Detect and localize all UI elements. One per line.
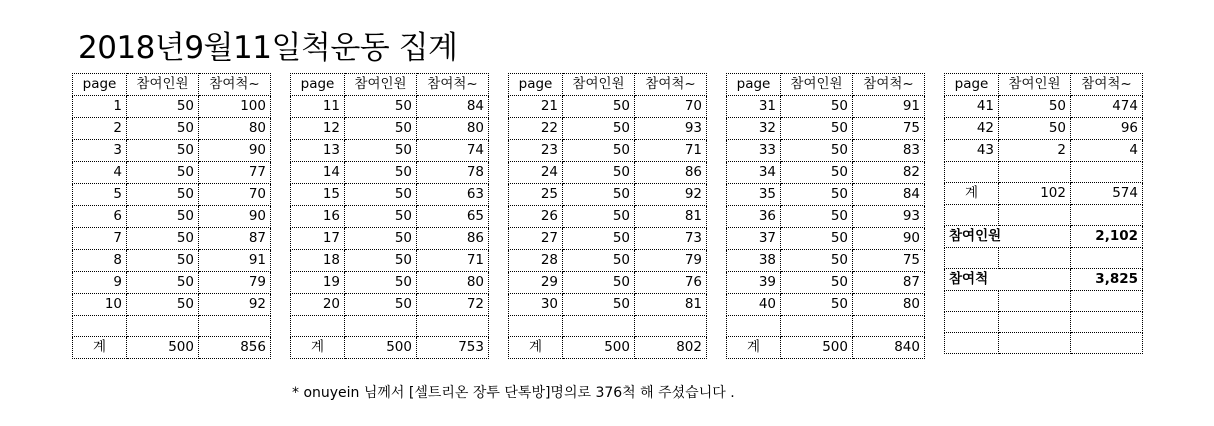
table-row [727, 272, 925, 294]
members-cell[interactable]: 50 [781, 272, 853, 294]
page-cell[interactable]: 37 [727, 228, 781, 250]
members-cell[interactable]: 50 [345, 118, 417, 140]
count-cell[interactable]: 90 [199, 140, 271, 162]
table-row [509, 206, 707, 228]
header-members: 참여인원 [345, 74, 417, 96]
count-cell[interactable]: 80 [417, 272, 489, 294]
empty-cell[interactable] [1071, 205, 1143, 226]
header-row [727, 74, 925, 96]
empty-cell[interactable] [999, 333, 1071, 354]
table-row [509, 294, 707, 316]
empty-cell[interactable] [345, 316, 417, 337]
empty-cell[interactable] [945, 291, 999, 312]
table-row [73, 184, 271, 206]
members-cell[interactable]: 50 [345, 272, 417, 294]
header-members: 참여인원 [781, 74, 853, 96]
page-cell[interactable]: 26 [509, 206, 563, 228]
page-cell[interactable]: 20 [291, 294, 345, 316]
members-cell[interactable]: 50 [127, 294, 199, 316]
members-cell[interactable]: 50 [127, 96, 199, 118]
table-row [509, 162, 707, 184]
grand-total-count-label[interactable]: 참여척 [945, 269, 1071, 291]
page-cell[interactable]: 2 [73, 118, 127, 140]
table-row [727, 228, 925, 250]
count-cell[interactable]: 78 [417, 162, 489, 184]
page-cell[interactable]: 1 [73, 96, 127, 118]
total-row [73, 337, 271, 359]
table-row [291, 250, 489, 272]
page-block-4 [726, 73, 925, 359]
members-cell[interactable]: 50 [345, 184, 417, 206]
members-cell[interactable]: 50 [345, 96, 417, 118]
count-cell[interactable]: 91 [853, 96, 925, 118]
empty-cell[interactable] [945, 248, 999, 269]
empty-row [945, 162, 1143, 183]
empty-cell[interactable] [199, 316, 271, 337]
table-row [727, 140, 925, 162]
page-cell[interactable]: 33 [727, 140, 781, 162]
count-cell[interactable]: 76 [635, 272, 707, 294]
total-count[interactable]: 856 [199, 337, 271, 359]
table-row [73, 250, 271, 272]
header-row [291, 74, 489, 96]
total-row [727, 337, 925, 359]
members-cell[interactable]: 50 [563, 272, 635, 294]
header-row [945, 74, 1143, 96]
page-cell[interactable]: 7 [73, 228, 127, 250]
table-row [945, 140, 1143, 162]
table-row [73, 162, 271, 184]
table-row [73, 228, 271, 250]
table-row [727, 206, 925, 228]
empty-cell[interactable] [1071, 333, 1143, 354]
empty-cell[interactable] [1071, 162, 1143, 183]
summary-block [944, 73, 1143, 354]
total-label[interactable]: 계 [73, 337, 127, 359]
empty-row [509, 316, 707, 337]
page-cell[interactable]: 4 [73, 162, 127, 184]
count-cell[interactable]: 77 [199, 162, 271, 184]
total-members[interactable]: 102 [999, 183, 1071, 205]
table-row [73, 272, 271, 294]
empty-cell[interactable] [999, 291, 1071, 312]
count-cell[interactable]: 72 [417, 294, 489, 316]
page-cell[interactable]: 28 [509, 250, 563, 272]
members-cell[interactable]: 50 [999, 118, 1071, 140]
count-cell[interactable]: 65 [417, 206, 489, 228]
page-cell[interactable]: 38 [727, 250, 781, 272]
count-cell[interactable]: 474 [1071, 96, 1143, 118]
members-cell[interactable]: 50 [345, 228, 417, 250]
members-cell[interactable]: 50 [563, 206, 635, 228]
count-cell[interactable]: 83 [853, 140, 925, 162]
table-row [291, 96, 489, 118]
table-row [73, 294, 271, 316]
count-cell[interactable]: 91 [199, 250, 271, 272]
count-cell[interactable]: 96 [1071, 118, 1143, 140]
table-row [727, 96, 925, 118]
count-cell[interactable]: 80 [199, 118, 271, 140]
page-cell[interactable]: 24 [509, 162, 563, 184]
page-cell[interactable]: 8 [73, 250, 127, 272]
footnote: * onuyein 님께서 [셀트리온 장투 단톡방]명의로 376척 해 주셨습니다 . [292, 385, 735, 401]
members-cell[interactable]: 50 [345, 140, 417, 162]
total-label[interactable]: 계 [727, 337, 781, 359]
header-page: page [509, 74, 563, 96]
table-row [509, 140, 707, 162]
table-row [727, 250, 925, 272]
grand-total-members-row [945, 226, 1143, 248]
count-cell[interactable]: 80 [853, 294, 925, 316]
header-count: 참여척~ [199, 74, 271, 96]
table-row [727, 118, 925, 140]
table-row [291, 140, 489, 162]
table-row [291, 294, 489, 316]
page-cell[interactable]: 29 [509, 272, 563, 294]
empty-cell[interactable] [509, 316, 563, 337]
page-cell[interactable]: 36 [727, 206, 781, 228]
count-cell[interactable]: 93 [853, 206, 925, 228]
empty-cell[interactable] [73, 316, 127, 337]
header-page: page [727, 74, 781, 96]
grand-total-members-label[interactable]: 참여인원 [945, 226, 1071, 248]
header-page: page [291, 74, 345, 96]
page-cell[interactable]: 3 [73, 140, 127, 162]
table-row [727, 184, 925, 206]
page-cell[interactable]: 32 [727, 118, 781, 140]
header-members: 참여인원 [127, 74, 199, 96]
members-cell[interactable]: 50 [345, 294, 417, 316]
count-cell[interactable]: 90 [853, 228, 925, 250]
empty-cell[interactable] [945, 162, 999, 183]
empty-cell[interactable] [999, 248, 1071, 269]
empty-cell[interactable] [727, 316, 781, 337]
empty-cell[interactable] [635, 316, 707, 337]
members-cell[interactable]: 50 [563, 184, 635, 206]
count-cell[interactable]: 87 [199, 228, 271, 250]
empty-row [945, 205, 1143, 226]
members-cell[interactable]: 50 [563, 228, 635, 250]
header-count: 참여척~ [417, 74, 489, 96]
table-row [509, 96, 707, 118]
total-count[interactable]: 802 [635, 337, 707, 359]
total-label[interactable]: 계 [509, 337, 563, 359]
members-cell[interactable]: 50 [563, 96, 635, 118]
members-cell[interactable]: 50 [127, 118, 199, 140]
total-members[interactable]: 500 [345, 337, 417, 359]
empty-cell[interactable] [945, 333, 999, 354]
count-cell[interactable]: 87 [853, 272, 925, 294]
count-cell[interactable]: 74 [417, 140, 489, 162]
page-title: 2018년9월11일척운동 집계 [78, 30, 458, 66]
table-row [509, 272, 707, 294]
page-cell[interactable]: 21 [509, 96, 563, 118]
members-cell[interactable]: 50 [345, 162, 417, 184]
count-cell[interactable]: 86 [417, 228, 489, 250]
empty-row [945, 291, 1143, 312]
page-cell[interactable]: 12 [291, 118, 345, 140]
page-cell[interactable]: 30 [509, 294, 563, 316]
table-row [291, 162, 489, 184]
count-cell[interactable]: 80 [417, 118, 489, 140]
table-row [509, 184, 707, 206]
table-row [291, 228, 489, 250]
total-members[interactable]: 500 [563, 337, 635, 359]
page-cell[interactable]: 25 [509, 184, 563, 206]
members-cell[interactable]: 50 [781, 250, 853, 272]
header-members: 참여인원 [999, 74, 1071, 96]
header-row [73, 74, 271, 96]
members-cell[interactable]: 50 [781, 96, 853, 118]
page-block-2 [290, 73, 489, 359]
table-row [291, 206, 489, 228]
table-row [509, 250, 707, 272]
count-cell[interactable]: 84 [417, 96, 489, 118]
header-count: 참여척~ [853, 74, 925, 96]
count-cell[interactable]: 86 [635, 162, 707, 184]
empty-cell[interactable] [291, 316, 345, 337]
count-cell[interactable]: 73 [635, 228, 707, 250]
total-label[interactable]: 계 [945, 183, 999, 205]
members-cell[interactable]: 2 [999, 140, 1071, 162]
total-members[interactable]: 500 [127, 337, 199, 359]
empty-row [945, 333, 1143, 354]
empty-cell[interactable] [781, 316, 853, 337]
count-cell[interactable]: 71 [635, 140, 707, 162]
count-cell[interactable]: 81 [635, 206, 707, 228]
table-row [291, 118, 489, 140]
table-row [291, 272, 489, 294]
count-cell[interactable]: 75 [853, 250, 925, 272]
members-cell[interactable]: 50 [127, 250, 199, 272]
count-cell[interactable]: 63 [417, 184, 489, 206]
table-row [509, 228, 707, 250]
empty-cell[interactable] [999, 312, 1071, 333]
page-cell[interactable]: 13 [291, 140, 345, 162]
count-cell[interactable]: 79 [199, 272, 271, 294]
page-cell[interactable]: 35 [727, 184, 781, 206]
count-cell[interactable]: 84 [853, 184, 925, 206]
members-cell[interactable]: 50 [345, 206, 417, 228]
members-cell[interactable]: 50 [127, 228, 199, 250]
count-cell[interactable]: 92 [199, 294, 271, 316]
total-row [945, 183, 1143, 205]
members-cell[interactable]: 50 [781, 140, 853, 162]
page-cell[interactable]: 16 [291, 206, 345, 228]
members-cell[interactable]: 50 [127, 184, 199, 206]
table-row [945, 118, 1143, 140]
members-cell[interactable]: 50 [781, 294, 853, 316]
empty-row [945, 248, 1143, 269]
empty-cell[interactable] [999, 205, 1071, 226]
count-cell[interactable]: 70 [635, 96, 707, 118]
grand-total-count-row [945, 269, 1143, 291]
total-label[interactable]: 계 [291, 337, 345, 359]
count-cell[interactable]: 70 [199, 184, 271, 206]
grand-total-count-value[interactable]: 3,825 [1071, 269, 1143, 291]
count-cell[interactable]: 82 [853, 162, 925, 184]
empty-cell[interactable] [999, 162, 1071, 183]
empty-cell[interactable] [945, 312, 999, 333]
empty-cell[interactable] [1071, 312, 1143, 333]
count-cell[interactable]: 75 [853, 118, 925, 140]
total-count[interactable]: 840 [853, 337, 925, 359]
page-cell[interactable]: 43 [945, 140, 999, 162]
count-cell[interactable]: 92 [635, 184, 707, 206]
count-cell[interactable]: 100 [199, 96, 271, 118]
page-cell[interactable]: 14 [291, 162, 345, 184]
count-cell[interactable]: 81 [635, 294, 707, 316]
page-cell[interactable]: 41 [945, 96, 999, 118]
page-cell[interactable]: 23 [509, 140, 563, 162]
header-count: 참여척~ [635, 74, 707, 96]
members-cell[interactable]: 50 [781, 118, 853, 140]
table-row [73, 96, 271, 118]
members-cell[interactable]: 50 [781, 228, 853, 250]
page-cell[interactable]: 40 [727, 294, 781, 316]
table-row [727, 294, 925, 316]
empty-row [945, 312, 1143, 333]
header-row [509, 74, 707, 96]
total-count[interactable]: 753 [417, 337, 489, 359]
page-block-1 [72, 73, 271, 359]
header-count: 참여척~ [1071, 74, 1143, 96]
count-cell[interactable]: 90 [199, 206, 271, 228]
members-cell[interactable]: 50 [563, 294, 635, 316]
table-row [73, 140, 271, 162]
members-cell[interactable]: 50 [781, 184, 853, 206]
header-page: page [945, 74, 999, 96]
count-cell[interactable]: 93 [635, 118, 707, 140]
total-members[interactable]: 500 [781, 337, 853, 359]
empty-cell[interactable] [1071, 248, 1143, 269]
page-cell[interactable]: 19 [291, 272, 345, 294]
page-cell[interactable]: 22 [509, 118, 563, 140]
members-cell[interactable]: 50 [563, 162, 635, 184]
empty-cell[interactable] [945, 205, 999, 226]
members-cell[interactable]: 50 [563, 250, 635, 272]
page-cell[interactable]: 11 [291, 96, 345, 118]
page-cell[interactable]: 5 [73, 184, 127, 206]
empty-row [291, 316, 489, 337]
header-members: 참여인원 [563, 74, 635, 96]
page-cell[interactable]: 18 [291, 250, 345, 272]
page-cell[interactable]: 42 [945, 118, 999, 140]
page-cell[interactable]: 10 [73, 294, 127, 316]
members-cell[interactable]: 50 [563, 118, 635, 140]
table-row [73, 118, 271, 140]
members-cell[interactable]: 50 [781, 162, 853, 184]
total-count[interactable]: 574 [1071, 183, 1143, 205]
grand-total-members-value[interactable]: 2,102 [1071, 226, 1143, 248]
table-row [291, 184, 489, 206]
empty-cell[interactable] [127, 316, 199, 337]
empty-row [73, 316, 271, 337]
page-cell[interactable]: 6 [73, 206, 127, 228]
members-cell[interactable]: 50 [127, 272, 199, 294]
page-cell[interactable]: 9 [73, 272, 127, 294]
table-row [509, 118, 707, 140]
total-row [291, 337, 489, 359]
page-block-3 [508, 73, 707, 359]
members-cell[interactable]: 50 [127, 206, 199, 228]
table-row [727, 162, 925, 184]
count-cell[interactable]: 71 [417, 250, 489, 272]
members-cell[interactable]: 50 [781, 206, 853, 228]
count-cell[interactable]: 79 [635, 250, 707, 272]
page-cell[interactable]: 39 [727, 272, 781, 294]
members-cell[interactable]: 50 [999, 96, 1071, 118]
page-cell[interactable]: 15 [291, 184, 345, 206]
table-row [73, 206, 271, 228]
members-cell[interactable]: 50 [563, 140, 635, 162]
members-cell[interactable]: 50 [127, 162, 199, 184]
header-page: page [73, 74, 127, 96]
empty-cell[interactable] [853, 316, 925, 337]
empty-cell[interactable] [1071, 291, 1143, 312]
members-cell[interactable]: 50 [345, 250, 417, 272]
page-cell[interactable]: 17 [291, 228, 345, 250]
count-cell[interactable]: 4 [1071, 140, 1143, 162]
empty-cell[interactable] [417, 316, 489, 337]
page-cell[interactable]: 27 [509, 228, 563, 250]
empty-row [727, 316, 925, 337]
page-cell[interactable]: 34 [727, 162, 781, 184]
total-row [509, 337, 707, 359]
empty-cell[interactable] [563, 316, 635, 337]
members-cell[interactable]: 50 [127, 140, 199, 162]
table-row [945, 96, 1143, 118]
page-cell[interactable]: 31 [727, 96, 781, 118]
